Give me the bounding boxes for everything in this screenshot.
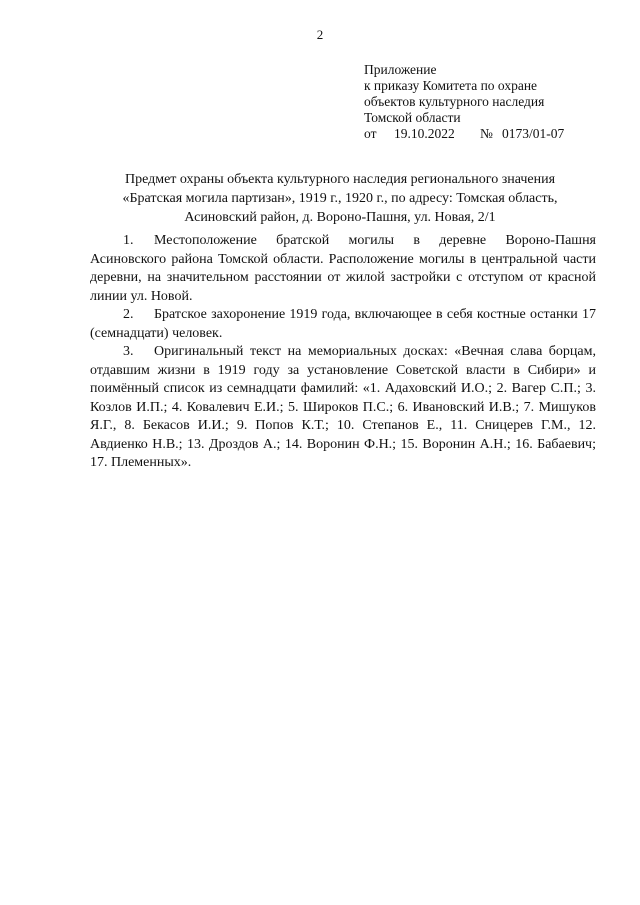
appendix-line: объектов культурного наследия [364,94,545,109]
page-number: 2 [316,27,324,42]
list-item [90,343,596,473]
appendix-header [364,62,604,142]
item-number: 1. [123,233,134,248]
item-text: Оригинальный текст на мемориальных досках: «Вечная слава борцам, отдавшим жизни в 1919 году за установление Советской власти в Сибири» и поимённый список из семнадцати фамилий: «1. Адаховский И.О.; 2. Вагер С.П.; 3. Козлов И.П.; 4. Ковалевич Е.И.; 5. Широков П.С.; 6. Ивановский И.В.; 7. Мишуков Я.Г., 8. Бекасов И.И.; 9. Попов К.Т.; 10. Степанов Е., 11. Сницерев Г.М., 12. Авдиенко Н.В.; 13. Дроздов А.; 14. Воронин Ф.Н.; 15. Воронин А.Н.; 16. Бабаевич; 17. Племенных». [90,344,596,470]
list-item [90,232,596,306]
document-body [90,232,596,473]
appendix-line: Приложение [364,62,437,77]
title-line: Предмет охраны объекта культурного наследия регионального значения [124,172,556,187]
order-reference [364,126,604,142]
list-item [90,306,596,343]
item-text: Местоположение братской могилы в деревне Вороно-Пашня Асиновского района Томской области. Расположение могилы в центральной части деревни, на значительном расстоянии от жилой застройки с отступом от красной линии ул. Новой. [90,233,596,304]
item-text: Братское захоронение 1919 года, включающее в себя костные останки 17 (семнадцати) человек. [90,307,596,341]
appendix-line: к приказу Комитета по охране [364,78,538,93]
item-number: 3. [123,344,134,359]
appendix-line: Томской области [364,110,461,125]
item-number: 2. [123,307,134,322]
title-line: «Братская могила партизан», 1919 г., 1920 г., по адресу: Томская область, [122,191,558,206]
order-date: 19.10.2022 [394,126,455,141]
document-title [80,170,600,227]
order-number-sign: № [480,126,493,141]
order-prefix: от [364,126,377,141]
title-line: Асиновский район, д. Вороно-Пашня, ул. Новая, 2/1 [184,210,496,225]
order-number: 0173/01-07 [502,126,565,141]
